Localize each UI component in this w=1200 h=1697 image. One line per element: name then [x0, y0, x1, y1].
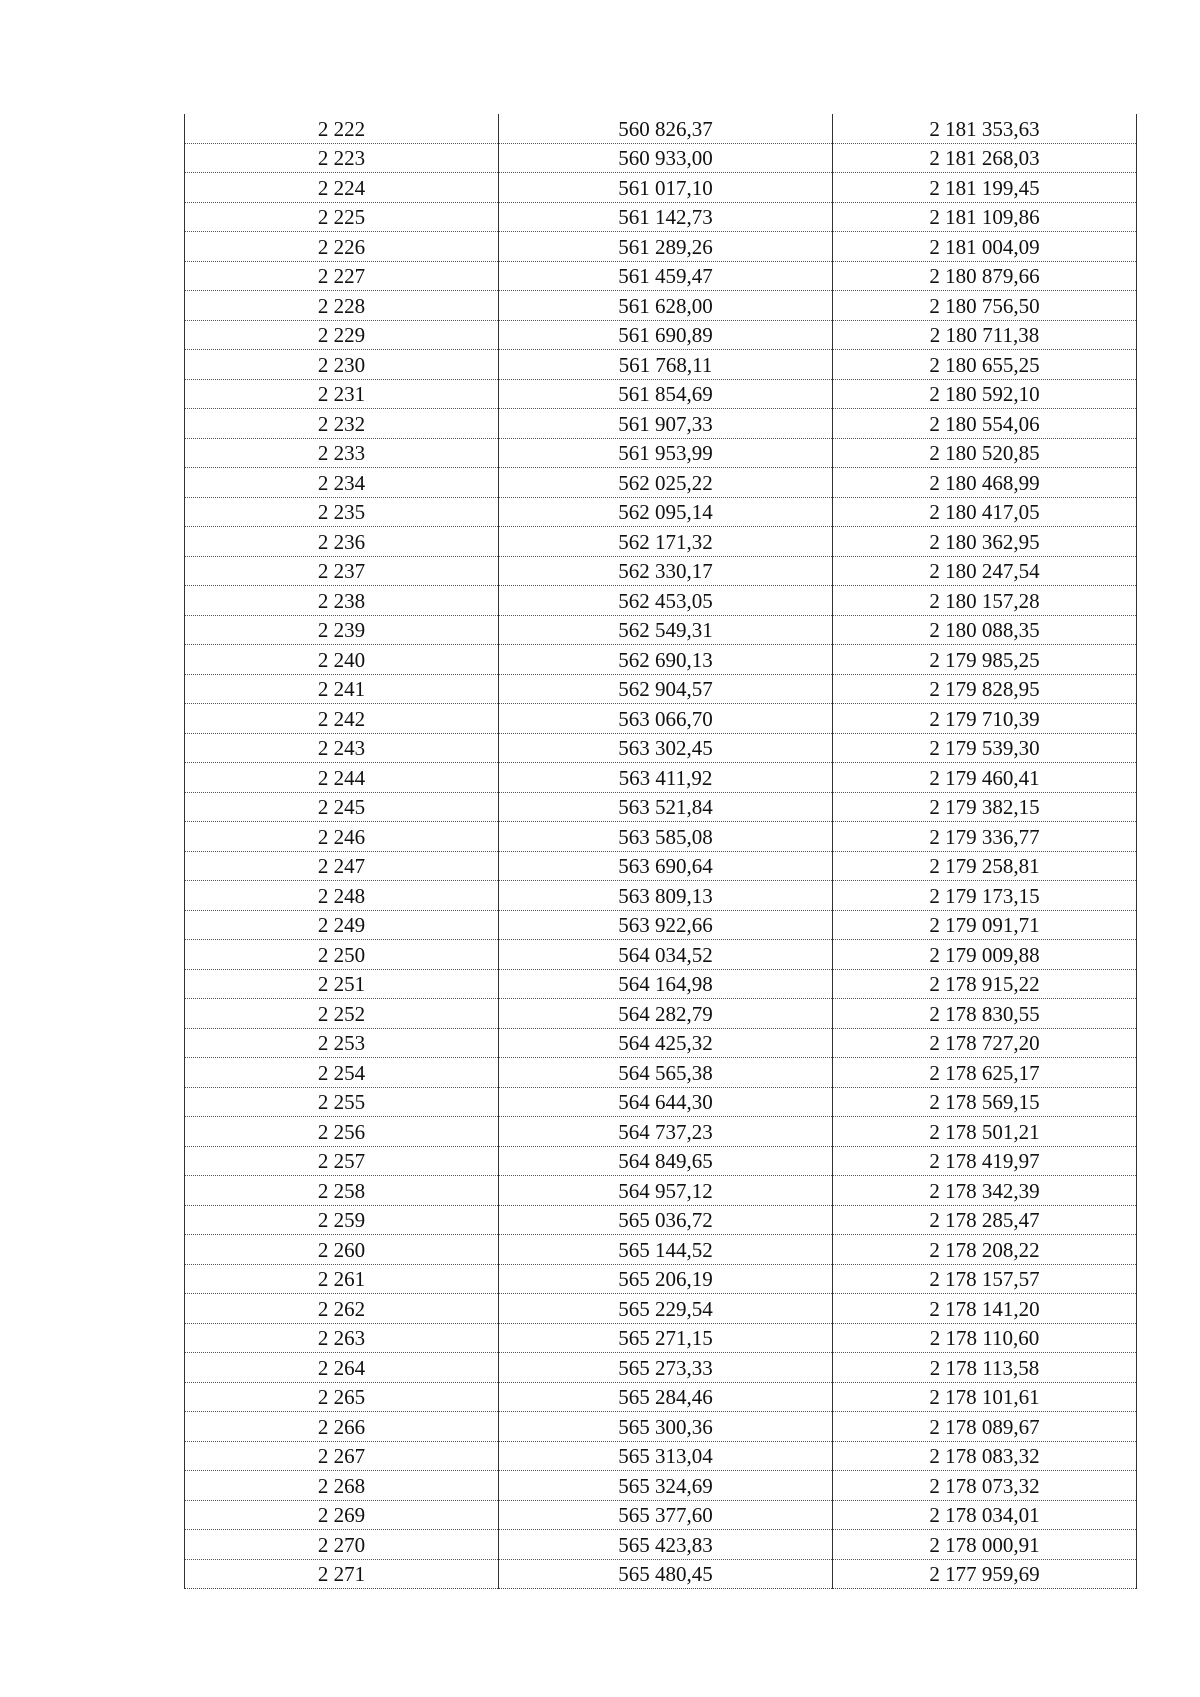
y-coordinate-cell: 2 181 004,09 [833, 232, 1137, 262]
y-coordinate-cell: 2 178 501,21 [833, 1117, 1137, 1147]
table-row [185, 999, 1137, 1029]
y-coordinate-cell: 2 181 268,03 [833, 143, 1137, 173]
point-number-cell: 2 246 [185, 822, 499, 852]
x-coordinate-cell: 565 480,45 [499, 1559, 833, 1589]
point-number-cell: 2 261 [185, 1264, 499, 1294]
y-coordinate-cell: 2 178 034,01 [833, 1500, 1137, 1530]
table-row [185, 438, 1137, 468]
y-coordinate-cell: 2 178 208,22 [833, 1235, 1137, 1265]
table-row [185, 468, 1137, 498]
point-number-cell: 2 240 [185, 645, 499, 675]
point-number-cell: 2 233 [185, 438, 499, 468]
point-number-cell: 2 271 [185, 1559, 499, 1589]
point-number-cell: 2 266 [185, 1412, 499, 1442]
table-row [185, 792, 1137, 822]
y-coordinate-cell: 2 179 173,15 [833, 881, 1137, 911]
point-number-cell: 2 238 [185, 586, 499, 616]
x-coordinate-cell: 560 826,37 [499, 114, 833, 143]
table-row [185, 1176, 1137, 1206]
point-number-cell: 2 248 [185, 881, 499, 911]
table-row [185, 320, 1137, 350]
coordinates-table [184, 114, 1137, 1589]
x-coordinate-cell: 563 066,70 [499, 704, 833, 734]
point-number-cell: 2 255 [185, 1087, 499, 1117]
y-coordinate-cell: 2 179 009,88 [833, 940, 1137, 970]
point-number-cell: 2 249 [185, 910, 499, 940]
table-row [185, 704, 1137, 734]
table-row [185, 910, 1137, 940]
x-coordinate-cell: 564 644,30 [499, 1087, 833, 1117]
point-number-cell: 2 257 [185, 1146, 499, 1176]
y-coordinate-cell: 2 180 362,95 [833, 527, 1137, 557]
table-row [185, 1087, 1137, 1117]
table-row [185, 940, 1137, 970]
table-row [185, 733, 1137, 763]
point-number-cell: 2 230 [185, 350, 499, 380]
point-number-cell: 2 265 [185, 1382, 499, 1412]
x-coordinate-cell: 565 229,54 [499, 1294, 833, 1324]
y-coordinate-cell: 2 179 258,81 [833, 851, 1137, 881]
table-row [185, 615, 1137, 645]
x-coordinate-cell: 564 282,79 [499, 999, 833, 1029]
x-coordinate-cell: 565 377,60 [499, 1500, 833, 1530]
point-number-cell: 2 263 [185, 1323, 499, 1353]
y-coordinate-cell: 2 178 727,20 [833, 1028, 1137, 1058]
point-number-cell: 2 229 [185, 320, 499, 350]
x-coordinate-cell: 565 284,46 [499, 1382, 833, 1412]
point-number-cell: 2 243 [185, 733, 499, 763]
y-coordinate-cell: 2 179 985,25 [833, 645, 1137, 675]
point-number-cell: 2 227 [185, 261, 499, 291]
table-row [185, 1117, 1137, 1147]
y-coordinate-cell: 2 178 625,17 [833, 1058, 1137, 1088]
x-coordinate-cell: 563 690,64 [499, 851, 833, 881]
x-coordinate-cell: 561 017,10 [499, 173, 833, 203]
x-coordinate-cell: 561 459,47 [499, 261, 833, 291]
point-number-cell: 2 258 [185, 1176, 499, 1206]
x-coordinate-cell: 563 585,08 [499, 822, 833, 852]
x-coordinate-cell: 562 330,17 [499, 556, 833, 586]
x-coordinate-cell: 562 025,22 [499, 468, 833, 498]
x-coordinate-cell: 560 933,00 [499, 143, 833, 173]
y-coordinate-cell: 2 178 419,97 [833, 1146, 1137, 1176]
table-row [185, 1500, 1137, 1530]
table-row [185, 1441, 1137, 1471]
table-row [185, 1559, 1137, 1589]
point-number-cell: 2 256 [185, 1117, 499, 1147]
y-coordinate-cell: 2 178 113,58 [833, 1353, 1137, 1383]
point-number-cell: 2 268 [185, 1471, 499, 1501]
y-coordinate-cell: 2 180 756,50 [833, 291, 1137, 321]
x-coordinate-cell: 564 565,38 [499, 1058, 833, 1088]
point-number-cell: 2 253 [185, 1028, 499, 1058]
table-row [185, 1412, 1137, 1442]
point-number-cell: 2 267 [185, 1441, 499, 1471]
table-row [185, 645, 1137, 675]
y-coordinate-cell: 2 180 711,38 [833, 320, 1137, 350]
table-row [185, 202, 1137, 232]
x-coordinate-cell: 565 423,83 [499, 1530, 833, 1560]
y-coordinate-cell: 2 177 959,69 [833, 1559, 1137, 1589]
x-coordinate-cell: 563 521,84 [499, 792, 833, 822]
point-number-cell: 2 223 [185, 143, 499, 173]
table-row [185, 1353, 1137, 1383]
table-row [185, 261, 1137, 291]
y-coordinate-cell: 2 181 353,63 [833, 114, 1137, 143]
point-number-cell: 2 245 [185, 792, 499, 822]
y-coordinate-cell: 2 178 101,61 [833, 1382, 1137, 1412]
point-number-cell: 2 262 [185, 1294, 499, 1324]
table-row [185, 1146, 1137, 1176]
x-coordinate-cell: 564 957,12 [499, 1176, 833, 1206]
point-number-cell: 2 242 [185, 704, 499, 734]
x-coordinate-cell: 565 036,72 [499, 1205, 833, 1235]
point-number-cell: 2 222 [185, 114, 499, 143]
x-coordinate-cell: 565 300,36 [499, 1412, 833, 1442]
table-row [185, 1382, 1137, 1412]
point-number-cell: 2 269 [185, 1500, 499, 1530]
x-coordinate-cell: 565 313,04 [499, 1441, 833, 1471]
y-coordinate-cell: 2 178 915,22 [833, 969, 1137, 999]
point-number-cell: 2 231 [185, 379, 499, 409]
y-coordinate-cell: 2 179 539,30 [833, 733, 1137, 763]
table-row [185, 1264, 1137, 1294]
table-row [185, 1294, 1137, 1324]
table-row [185, 1028, 1137, 1058]
x-coordinate-cell: 564 164,98 [499, 969, 833, 999]
y-coordinate-cell: 2 178 089,67 [833, 1412, 1137, 1442]
x-coordinate-cell: 561 289,26 [499, 232, 833, 262]
x-coordinate-cell: 565 206,19 [499, 1264, 833, 1294]
y-coordinate-cell: 2 178 342,39 [833, 1176, 1137, 1206]
y-coordinate-cell: 2 181 199,45 [833, 173, 1137, 203]
y-coordinate-cell: 2 179 460,41 [833, 763, 1137, 793]
table-row [185, 1323, 1137, 1353]
y-coordinate-cell: 2 180 157,28 [833, 586, 1137, 616]
y-coordinate-cell: 2 179 382,15 [833, 792, 1137, 822]
point-number-cell: 2 250 [185, 940, 499, 970]
table-row [185, 527, 1137, 557]
point-number-cell: 2 235 [185, 497, 499, 527]
point-number-cell: 2 228 [185, 291, 499, 321]
x-coordinate-cell: 563 922,66 [499, 910, 833, 940]
x-coordinate-cell: 562 095,14 [499, 497, 833, 527]
point-number-cell: 2 247 [185, 851, 499, 881]
x-coordinate-cell: 562 453,05 [499, 586, 833, 616]
table-row [185, 232, 1137, 262]
y-coordinate-cell: 2 178 830,55 [833, 999, 1137, 1029]
y-coordinate-cell: 2 180 247,54 [833, 556, 1137, 586]
x-coordinate-cell: 565 144,52 [499, 1235, 833, 1265]
table-row [185, 143, 1137, 173]
x-coordinate-cell: 561 854,69 [499, 379, 833, 409]
y-coordinate-cell: 2 180 088,35 [833, 615, 1137, 645]
point-number-cell: 2 225 [185, 202, 499, 232]
x-coordinate-cell: 563 809,13 [499, 881, 833, 911]
point-number-cell: 2 226 [185, 232, 499, 262]
y-coordinate-cell: 2 178 285,47 [833, 1205, 1137, 1235]
point-number-cell: 2 251 [185, 969, 499, 999]
table-row [185, 674, 1137, 704]
x-coordinate-cell: 563 302,45 [499, 733, 833, 763]
table-row [185, 1205, 1137, 1235]
point-number-cell: 2 236 [185, 527, 499, 557]
table-row [185, 379, 1137, 409]
point-number-cell: 2 234 [185, 468, 499, 498]
table-row [185, 114, 1137, 143]
coordinates-table-body [185, 114, 1137, 1589]
y-coordinate-cell: 2 179 828,95 [833, 674, 1137, 704]
point-number-cell: 2 244 [185, 763, 499, 793]
x-coordinate-cell: 565 271,15 [499, 1323, 833, 1353]
x-coordinate-cell: 564 425,32 [499, 1028, 833, 1058]
point-number-cell: 2 239 [185, 615, 499, 645]
table-row [185, 173, 1137, 203]
point-number-cell: 2 241 [185, 674, 499, 704]
point-number-cell: 2 237 [185, 556, 499, 586]
y-coordinate-cell: 2 180 520,85 [833, 438, 1137, 468]
table-row [185, 763, 1137, 793]
point-number-cell: 2 254 [185, 1058, 499, 1088]
x-coordinate-cell: 564 034,52 [499, 940, 833, 970]
table-row [185, 1235, 1137, 1265]
y-coordinate-cell: 2 178 141,20 [833, 1294, 1137, 1324]
x-coordinate-cell: 561 690,89 [499, 320, 833, 350]
point-number-cell: 2 264 [185, 1353, 499, 1383]
point-number-cell: 2 260 [185, 1235, 499, 1265]
y-coordinate-cell: 2 178 157,57 [833, 1264, 1137, 1294]
table-row [185, 586, 1137, 616]
x-coordinate-cell: 564 849,65 [499, 1146, 833, 1176]
x-coordinate-cell: 563 411,92 [499, 763, 833, 793]
y-coordinate-cell: 2 181 109,86 [833, 202, 1137, 232]
table-row [185, 881, 1137, 911]
x-coordinate-cell: 565 324,69 [499, 1471, 833, 1501]
table-row [185, 1471, 1137, 1501]
table-row [185, 497, 1137, 527]
y-coordinate-cell: 2 179 710,39 [833, 704, 1137, 734]
x-coordinate-cell: 561 628,00 [499, 291, 833, 321]
y-coordinate-cell: 2 179 091,71 [833, 910, 1137, 940]
y-coordinate-cell: 2 178 073,32 [833, 1471, 1137, 1501]
x-coordinate-cell: 561 907,33 [499, 409, 833, 439]
table-row [185, 1058, 1137, 1088]
x-coordinate-cell: 561 768,11 [499, 350, 833, 380]
table-row [185, 350, 1137, 380]
x-coordinate-cell: 564 737,23 [499, 1117, 833, 1147]
y-coordinate-cell: 2 180 468,99 [833, 468, 1137, 498]
y-coordinate-cell: 2 178 569,15 [833, 1087, 1137, 1117]
point-number-cell: 2 224 [185, 173, 499, 203]
table-row [185, 291, 1137, 321]
table-row [185, 556, 1137, 586]
y-coordinate-cell: 2 180 592,10 [833, 379, 1137, 409]
y-coordinate-cell: 2 180 417,05 [833, 497, 1137, 527]
x-coordinate-cell: 562 549,31 [499, 615, 833, 645]
table-row [185, 969, 1137, 999]
point-number-cell: 2 270 [185, 1530, 499, 1560]
y-coordinate-cell: 2 180 655,25 [833, 350, 1137, 380]
x-coordinate-cell: 565 273,33 [499, 1353, 833, 1383]
point-number-cell: 2 259 [185, 1205, 499, 1235]
y-coordinate-cell: 2 178 000,91 [833, 1530, 1137, 1560]
table-row [185, 822, 1137, 852]
x-coordinate-cell: 562 171,32 [499, 527, 833, 557]
y-coordinate-cell: 2 178 110,60 [833, 1323, 1137, 1353]
x-coordinate-cell: 561 953,99 [499, 438, 833, 468]
point-number-cell: 2 232 [185, 409, 499, 439]
table-row [185, 851, 1137, 881]
point-number-cell: 2 252 [185, 999, 499, 1029]
table-row [185, 409, 1137, 439]
x-coordinate-cell: 562 690,13 [499, 645, 833, 675]
x-coordinate-cell: 561 142,73 [499, 202, 833, 232]
table-row [185, 1530, 1137, 1560]
y-coordinate-cell: 2 180 879,66 [833, 261, 1137, 291]
y-coordinate-cell: 2 179 336,77 [833, 822, 1137, 852]
y-coordinate-cell: 2 180 554,06 [833, 409, 1137, 439]
x-coordinate-cell: 562 904,57 [499, 674, 833, 704]
y-coordinate-cell: 2 178 083,32 [833, 1441, 1137, 1471]
